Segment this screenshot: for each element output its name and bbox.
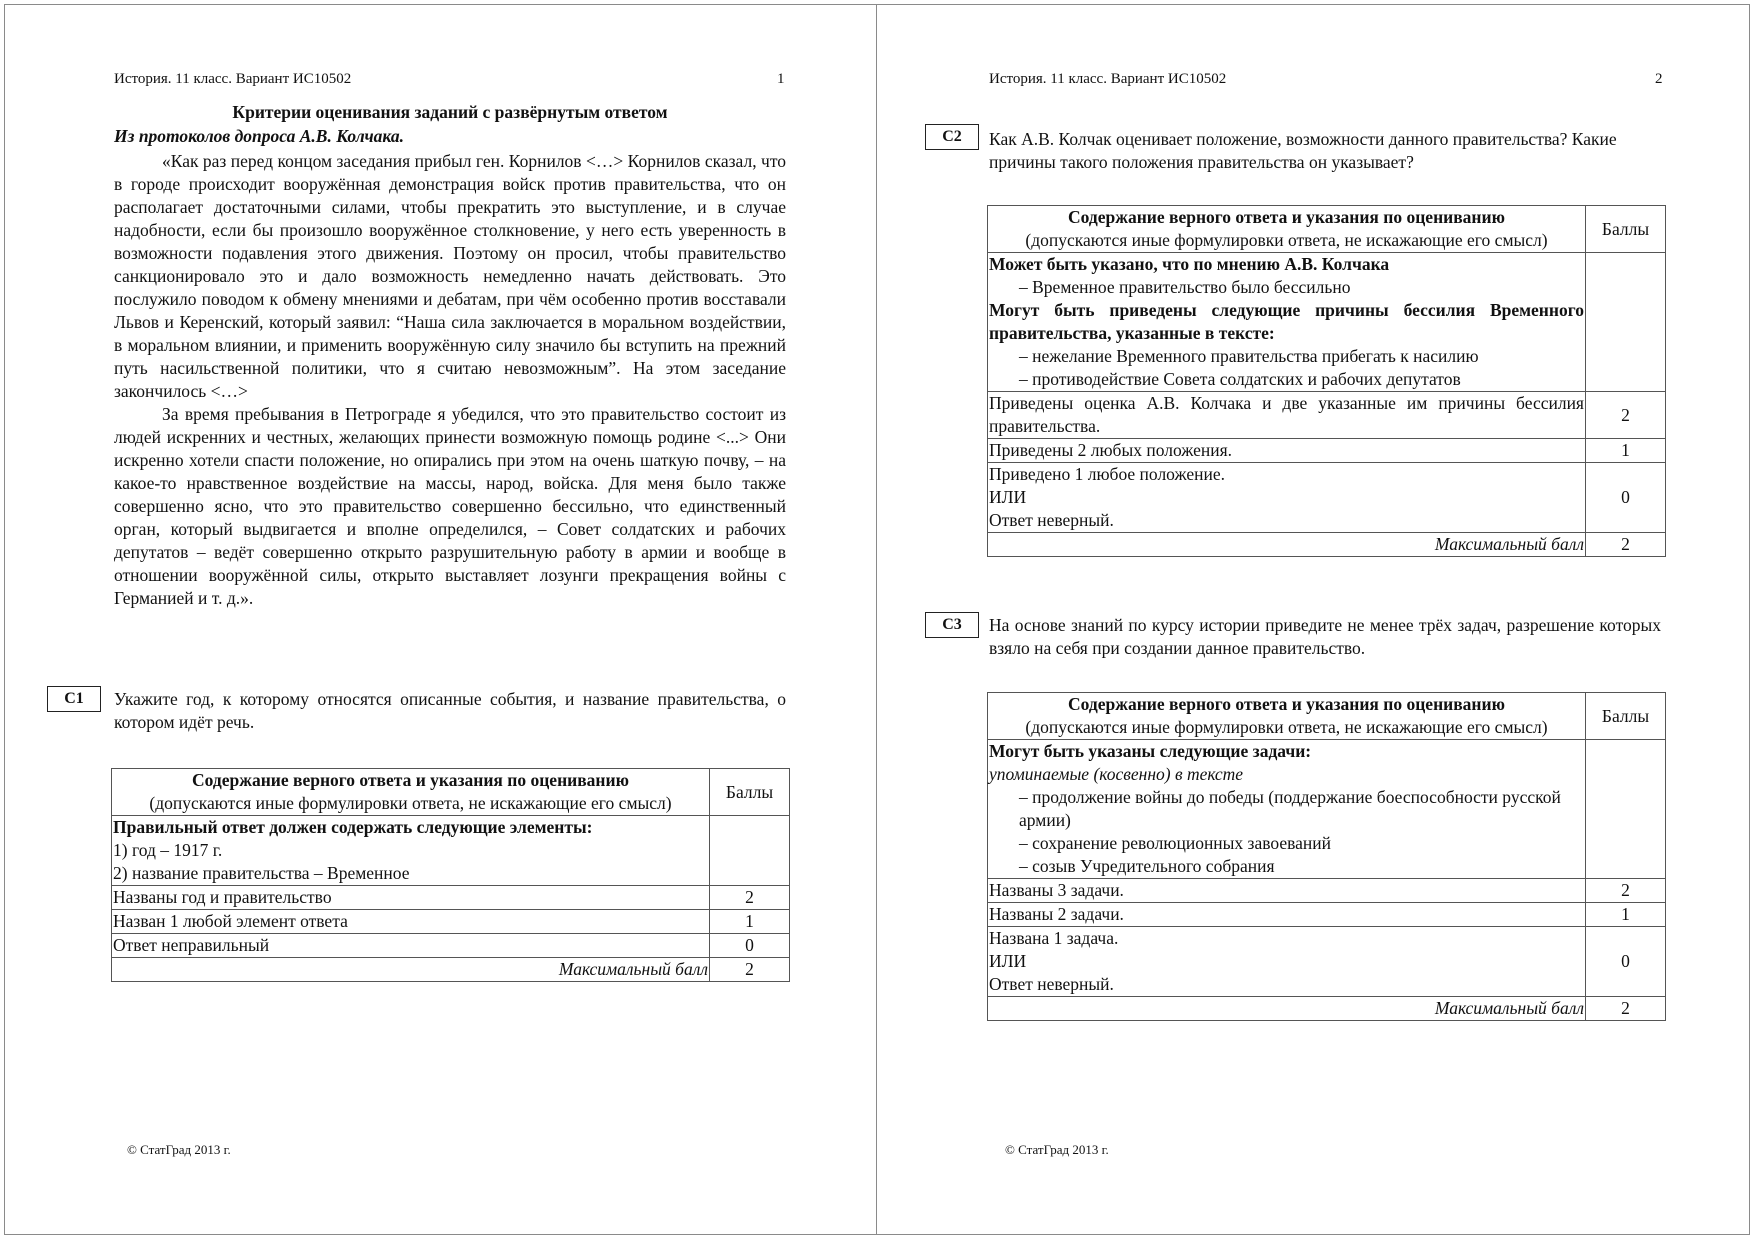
criteria-table-c1	[111, 768, 790, 982]
table-row-max	[988, 533, 1666, 557]
content-bold: Могут быть приведены следующие причины бессилия Временного правительства, указанные в тексте:	[989, 300, 1584, 343]
table-row	[112, 886, 790, 910]
header-note: (допускаются иные формулировки ответа, не искажающие его смысл)	[1025, 717, 1548, 737]
content-bold: Могут быть указаны следующие задачи:	[989, 741, 1312, 761]
content-italic: упоминаемые (косвенно) в тексте	[989, 764, 1244, 784]
row-line: Названа 1 задача.	[989, 928, 1119, 948]
content-line: 1) год – 1917 г.	[113, 840, 223, 860]
content-item: – продолжение войны до победы (поддержание боеспособности русской армии)	[1019, 787, 1561, 830]
table-row	[988, 879, 1666, 903]
table-row	[988, 439, 1666, 463]
header-note: (допускаются иные формулировки ответа, не искажающие его смысл)	[1025, 230, 1548, 250]
table-row	[112, 816, 790, 886]
row-text: Приведены 2 любых положения.	[988, 439, 1586, 463]
table-header-points: Баллы	[710, 769, 790, 816]
task-label-c3: C3	[925, 612, 979, 638]
footer-copyright: © СтатГрад 2013 г.	[1005, 1142, 1109, 1157]
header-bold: Содержание верного ответа и указания по оцениванию	[1068, 694, 1505, 714]
task-text-c3: На основе знаний по курсу истории приведите не менее трёх задач, разрешение которых взяло на себя при создании данное правительство.	[989, 615, 1661, 658]
table-row	[112, 910, 790, 934]
table-header-row	[988, 206, 1666, 253]
table-header-content	[112, 769, 710, 816]
max-score-label: Максимальный балл	[988, 997, 1586, 1021]
row-text: Ответ неправильный	[112, 934, 710, 958]
row-points: 1	[1586, 439, 1666, 463]
row-points: 0	[1586, 463, 1666, 533]
answer-content	[112, 816, 710, 886]
page-title: Критерии оценивания заданий с развёрнутым ответом	[232, 102, 668, 122]
content-bold: Может быть указано, что по мнению А.В. Колчака	[989, 254, 1390, 274]
row-points: 1	[1586, 903, 1666, 927]
row-text	[988, 463, 1586, 533]
row-points: 0	[1586, 927, 1666, 997]
table-header-points: Баллы	[1586, 206, 1666, 253]
row-line: Приведено 1 любое положение.	[989, 464, 1225, 484]
content-item: – сохранение революционных завоеваний	[1019, 833, 1332, 853]
row-points: 0	[710, 934, 790, 958]
max-score-value: 2	[1586, 997, 1666, 1021]
page-header: История. 11 класс. Вариант ИС10502	[989, 71, 1227, 87]
content-item: – нежелание Временного правительства прибегать к насилию	[1019, 346, 1479, 366]
table-header-content	[988, 206, 1586, 253]
page-header: История. 11 класс. Вариант ИС10502	[114, 71, 352, 87]
answer-content	[988, 740, 1586, 879]
header-bold: Содержание верного ответа и указания по оцениванию	[1068, 207, 1505, 227]
source-subtitle: Из протоколов допроса А.В. Колчака.	[114, 126, 404, 146]
row-points: 1	[710, 910, 790, 934]
header-note: (допускаются иные формулировки ответа, не искажающие его смысл)	[149, 793, 672, 813]
source-paragraph: За время пребывания в Петрограде я убедился, что это правительство состоит из людей искренних и честных, желающих принести возможную помощь родине <...> Они искренно хотели спасти положение, но опирались при этом на очень шаткую почву, – на какое-то нравственное воздействие на массы, народ, войска. Для меня было также совершенно ясно, что это правительство совершенно бессильно, что единственный орган, который выдвигается и вполне определился, – Совет солдатских и рабочих депутатов – ведёт совершенно открыто разрушительную работу в армии и вообще в отношении вооружённой силы, открыто выставляет лозунги прекращения войны с Германией и т. д.».	[114, 404, 786, 608]
row-text	[988, 927, 1586, 997]
content-line: 2) название правительства – Временное	[113, 863, 410, 883]
criteria-table-c3	[987, 692, 1666, 1021]
row-line: ИЛИ	[989, 951, 1027, 971]
table-header-points: Баллы	[1586, 693, 1666, 740]
header-bold: Содержание верного ответа и указания по оцениванию	[192, 770, 629, 790]
page-number: 2	[1655, 71, 1663, 87]
content-item: – созыв Учредительного собрания	[1019, 856, 1275, 876]
table-row	[988, 927, 1666, 997]
table-header-content	[988, 693, 1586, 740]
table-row-max	[988, 997, 1666, 1021]
task-label-c2: C2	[925, 124, 979, 150]
table-row	[988, 740, 1666, 879]
row-text: Названы год и правительство	[112, 886, 710, 910]
source-text	[114, 150, 786, 610]
row-text: Приведены оценка А.В. Колчака и две указанные им причины бессилия правительства.	[988, 392, 1586, 439]
task-text-c1: Укажите год, к которому относятся описанные события, и название правительства, о котором идёт речь.	[114, 689, 786, 732]
content-item: – противодействие Совета солдатских и рабочих депутатов	[1019, 369, 1461, 389]
task-text-c2: Как А.В. Колчак оценивает положение, возможности данного правительства? Какие причины такого положения правительства он указывает?	[989, 129, 1617, 172]
page-1	[4, 4, 878, 1235]
row-text: Названы 3 задачи.	[988, 879, 1586, 903]
table-row	[988, 903, 1666, 927]
row-text: Назван 1 любой элемент ответа	[112, 910, 710, 934]
footer-copyright: © СтатГрад 2013 г.	[127, 1142, 231, 1157]
max-score-value: 2	[710, 958, 790, 982]
content-bold: Правильный ответ должен содержать следующие элементы:	[113, 817, 593, 837]
row-points: 2	[1586, 879, 1666, 903]
row-points: 2	[1586, 392, 1666, 439]
table-row	[112, 934, 790, 958]
table-row	[988, 392, 1666, 439]
page-number: 1	[777, 71, 785, 87]
answer-content	[988, 253, 1586, 392]
criteria-table-c2	[987, 205, 1666, 557]
row-points: 2	[710, 886, 790, 910]
table-row-max	[112, 958, 790, 982]
row-line: Ответ неверный.	[989, 974, 1114, 994]
max-score-value: 2	[1586, 533, 1666, 557]
table-header-row	[988, 693, 1666, 740]
table-row	[988, 463, 1666, 533]
table-header-row	[112, 769, 790, 816]
table-row	[988, 253, 1666, 392]
page-2	[876, 4, 1750, 1235]
row-line: Ответ неверный.	[989, 510, 1114, 530]
source-paragraph: «Как раз перед концом заседания прибыл ген. Корнилов <…> Корнилов сказал, что в городе происходит вооружённая демонстрация войск против правительства, что он располагает достаточными силами, чтобы прекратить это выступление, и в случае надобности, если бы произошло вооружённое столкновение, у него есть уверенность в возможности подавления этого движения. Поэтому он просил, чтобы правительство санкционировало это и дало возможность немедленно начать действовать. Это послужило поводом к обмену мнениями и дебатам, при чём особенно против восставали Львов и Керенский, который заявил: “Наша сила заключается в моральном воздействии, в моральном влиянии, и применить вооружённую силу значило бы вступить на прежний путь насильственной политики, что я считаю невозможным”. На этом заседание закончилось <…>	[114, 151, 786, 401]
task-label-c1: C1	[47, 686, 101, 712]
row-text: Названы 2 задачи.	[988, 903, 1586, 927]
content-item: – Временное правительство было бессильно	[1019, 277, 1351, 297]
max-score-label: Максимальный балл	[988, 533, 1586, 557]
max-score-label: Максимальный балл	[112, 958, 710, 982]
row-line: ИЛИ	[989, 487, 1027, 507]
